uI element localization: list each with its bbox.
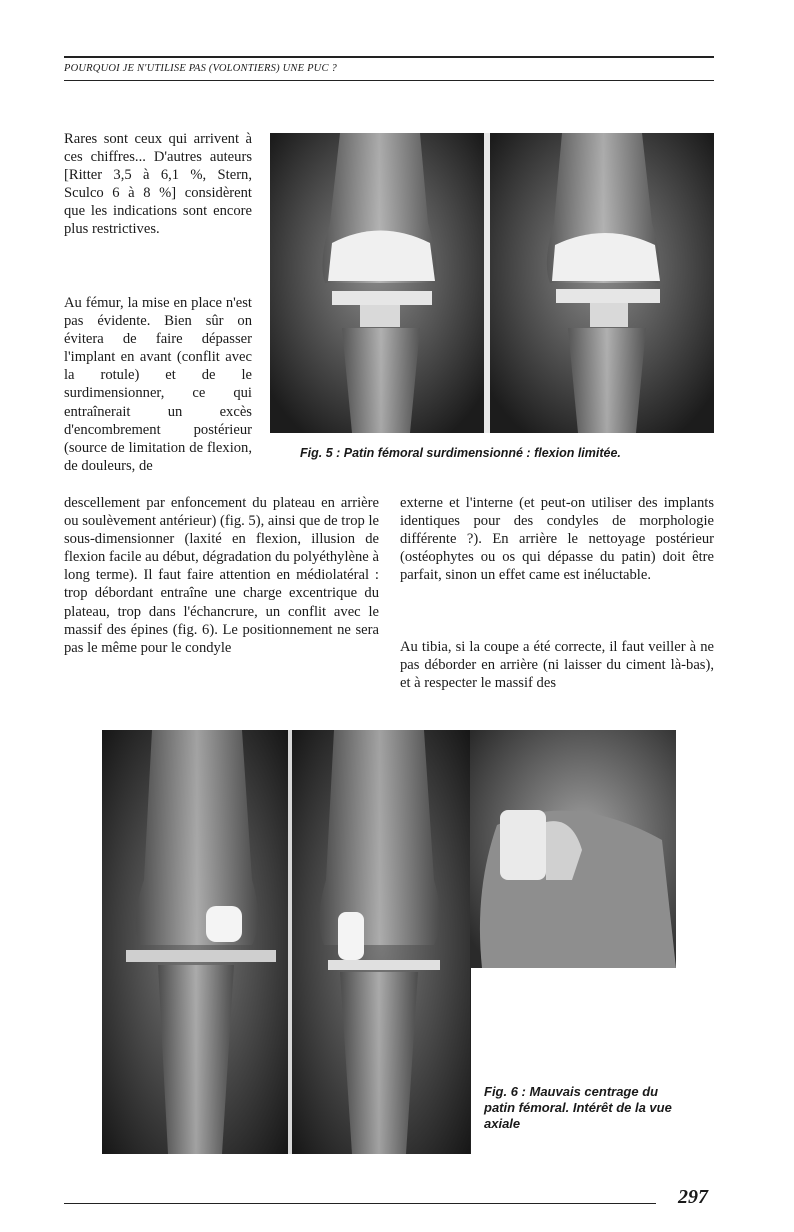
header-rule-bottom bbox=[64, 80, 714, 81]
paragraph-3: externe et l'interne (et peut-on utiliser des implants identiques pour des condyles de morphologie différente ?). En arrière le nettoyage postérieur (ostéophytes ou os qui dépasse du patin) doit être parfait, sinon un effet came est inéluctable. bbox=[400, 495, 714, 584]
figure-5-caption: Fig. 5 : Patin fémoral surdimensionné : flexion limitée. bbox=[300, 446, 621, 460]
page-number: 297 bbox=[678, 1186, 708, 1208]
footer-rule bbox=[64, 1203, 656, 1204]
figure-5-image bbox=[270, 133, 714, 433]
running-header: POURQUOI JE N'UTILISE PAS (VOLONTIERS) UNE PUC ? bbox=[64, 63, 337, 74]
header-rule-top bbox=[64, 56, 714, 58]
figure-6-caption: Fig. 6 : Mauvais centrage du patin fémoral. Intérêt de la vue axiale bbox=[484, 1084, 672, 1131]
paragraph-4: Au tibia, si la coupe a été correcte, il faut veiller à ne pas déborder en arrière (ni laisser du ciment là-bas), et à respecter le massif des bbox=[400, 639, 714, 692]
figure-5-radiographs bbox=[270, 133, 714, 433]
paragraph-2-continued: descellement par enfoncement du plateau en arrière ou soulèvement antérieur) (fig. 5), ainsi que de trop le sous-dimensionner (laxité en flexion, illusion de flexion facile au début, dégradation du polyéthylène à long terme). Il faut faire attention en médiolatéral : trop débordant entraîne une charge excentrique du plateau, trop dans l'échancrure, un conflit avec le massif des épines (fig. 6). Le positionnement ne sera pas le même pour le condyle bbox=[64, 495, 379, 656]
paragraph-1: Rares sont ceux qui arrivent à ces chiffres... D'autres auteurs [Ritter 3,5 à 6,1 %, Stern, Sculco 6 à 8 %] considèrent que les indications sont encore plus restrictives. bbox=[64, 131, 252, 238]
paragraph-2-narrow: Au fémur, la mise en place n'est pas évidente. Bien sûr on évitera de faire dépasser l'implant en avant (conflit avec la rotule) et de le surdimensionner, ce qui entraînerait un excès d'encombrement postérieur (source de limitation de flexion, de douleurs, de bbox=[64, 295, 252, 474]
